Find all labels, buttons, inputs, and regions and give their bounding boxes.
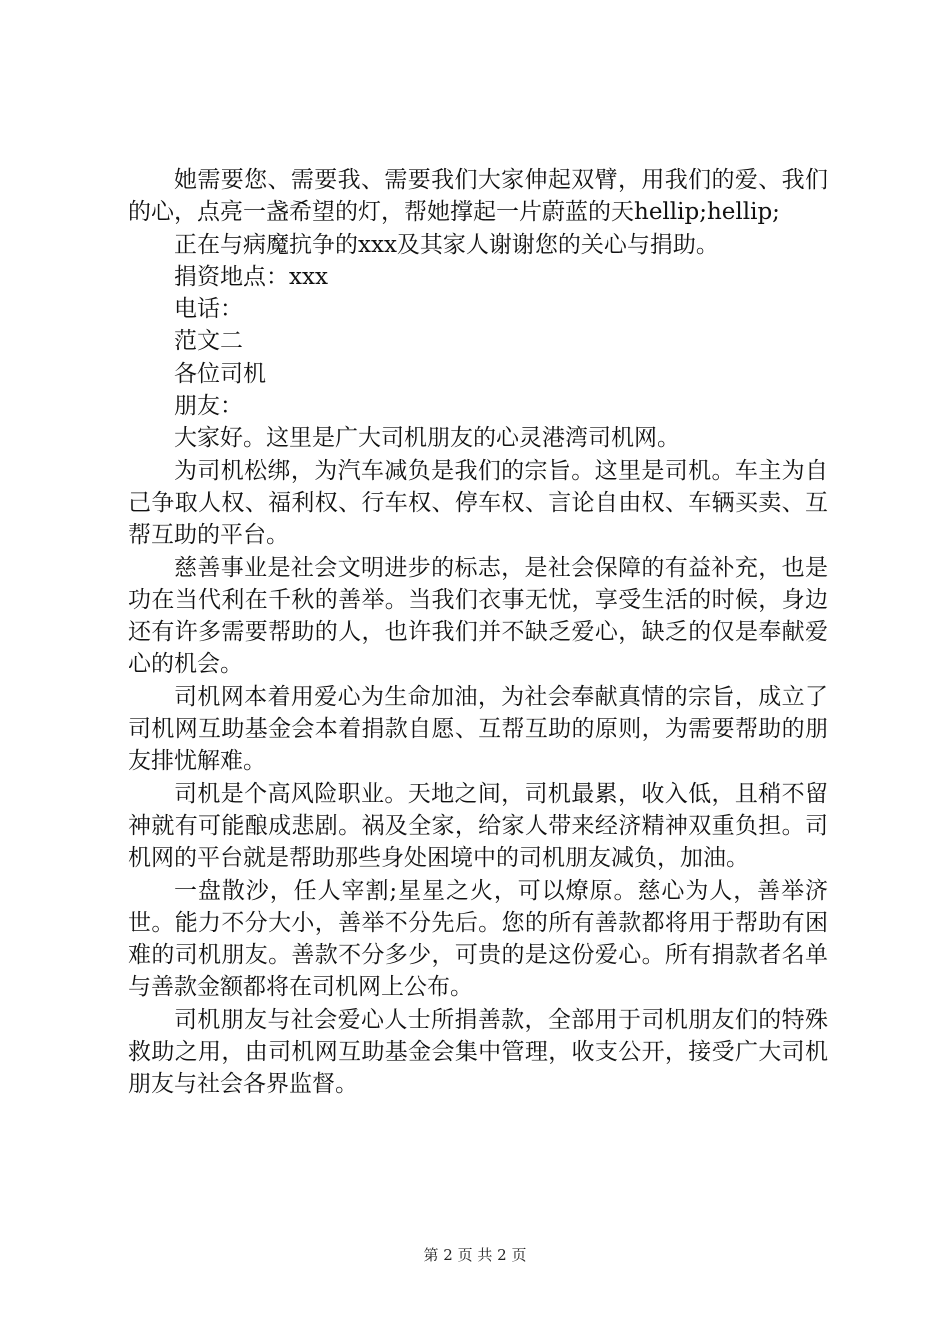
paragraph-appeal: 她需要您、需要我、需要我们大家伸起双臂，用我们的爱、我们的心，点亮一盏希望的灯，帮她撑起一片蔚蓝的天hellip;hellip;	[128, 167, 828, 226]
paragraph-risk: 司机是个高风险职业。天地之间，司机最累，收入低，且稍不留神就有可能酿成悲剧。祸及全家，给家人带来经济精神双重负担。司机网的平台就是帮助那些身处困境中的司机朋友减负，加油。	[128, 780, 828, 872]
paragraph-charity: 慈善事业是社会文明进步的标志，是社会保障的有益补充，也是功在当代利在千秋的善举。当我们衣事无忧，享受生活的时候，身边还有许多需要帮助的人，也许我们并不缺乏爱心，缺乏的仅是奉献爱心的机会。	[128, 554, 828, 678]
paragraph-phone: 电话：	[174, 296, 243, 323]
paragraph-greeting: 大家好。这里是广大司机朋友的心灵港湾司机网。	[174, 425, 680, 452]
section-heading-sample-two: 范文二	[174, 328, 243, 355]
salutation-drivers: 各位司机	[174, 360, 266, 387]
paragraph-thanks: 正在与病魔抗争的xxx及其家人谢谢您的关心与捐助。	[174, 231, 719, 258]
page-number-footer: 第 2 页 共 2 页	[423, 1246, 527, 1264]
paragraph-mission: 为司机松绑，为汽车减负是我们的宗旨。这里是司机。车主为自己争取人权、福利权、行车权、停车权、言论自由权、车辆买卖、互帮互助的平台。	[128, 457, 828, 549]
salutation-friends: 朋友：	[174, 393, 243, 420]
paragraph-unity: 一盘散沙，任人宰割;星星之火，可以燎原。慈心为人，善举济世。能力不分大小，善举不分先后。您的所有善款都将用于帮助有困难的司机朋友。善款不分多少，可贵的是这份爱心。所有捐款者名单与善款金额都将在司机网上公布。	[128, 877, 828, 1001]
paragraph-donation-location: 捐资地点：xxx	[174, 263, 328, 290]
document-body	[128, 164, 828, 1101]
paragraph-foundation: 司机网本着用爱心为生命加油，为社会奉献真情的宗旨，成立了司机网互助基金会本着捐款自愿、互帮互助的原则，为需要帮助的朋友排忧解难。	[128, 683, 828, 775]
paragraph-management: 司机朋友与社会爱心人士所捐善款，全部用于司机朋友们的特殊救助之用，由司机网互助基金会集中管理，收支公开，接受广大司机朋友与社会各界监督。	[128, 1006, 828, 1098]
